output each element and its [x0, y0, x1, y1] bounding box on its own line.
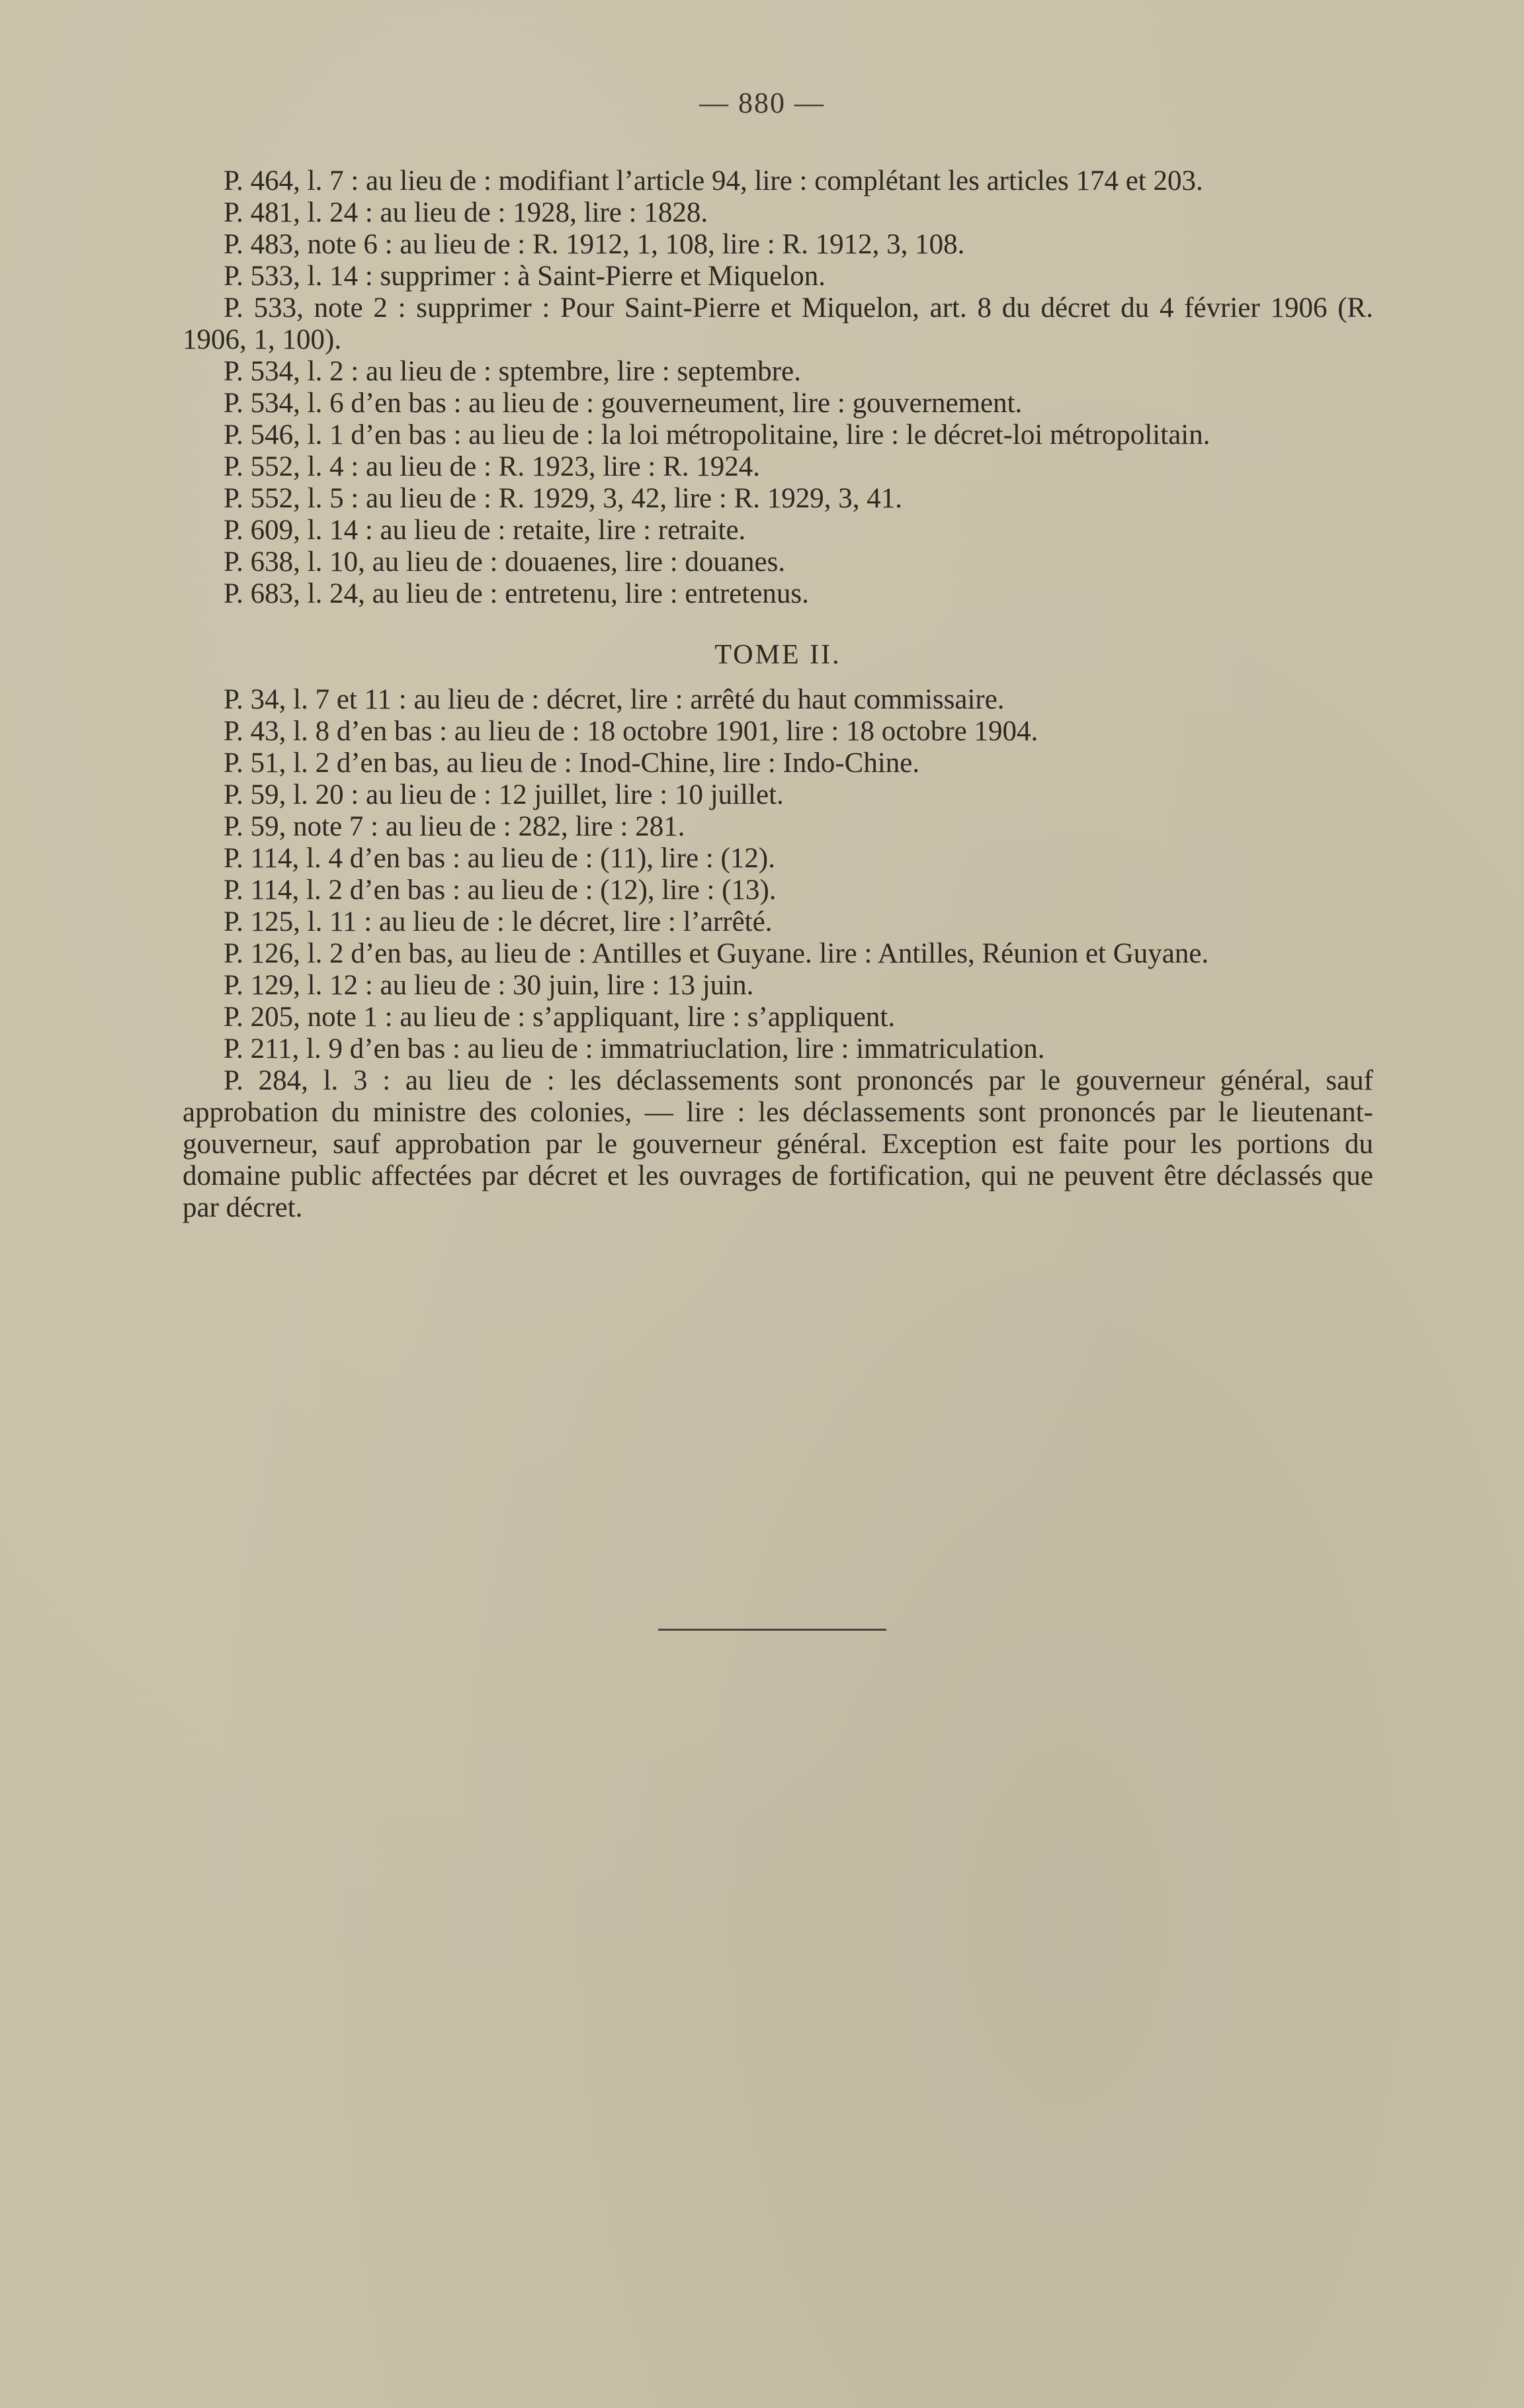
errata-entry: P. 638, l. 10, au lieu de : douaenes, lire : douanes. — [224, 546, 786, 578]
errata-entry: P. 483, note 6 : au lieu de : R. 1912, 1, 108, lire : R. 1912, 3, 108. — [224, 229, 965, 260]
errata-entry: P. 534, l. 6 d’en bas : au lieu de : gouverneument, lire : gouvernement. — [224, 388, 1023, 419]
errata-entry: P. 125, l. 11 : au lieu de : le décret, lire : l’arrêté. — [224, 906, 773, 937]
errata-entry: P. 205, note 1 : au lieu de : s’appliquant, lire : s’appliquent. — [224, 1002, 896, 1033]
errata-entry: P. 34, l. 7 et 11 : au lieu de : décret, lire : arrêté du haut commissaire. — [224, 684, 1005, 715]
errata-list — [183, 165, 1373, 1224]
errata-entry: P. 534, l. 2 : au lieu de : sptembre, lire : septembre. — [224, 356, 801, 387]
page-number: — 880 — — [699, 87, 825, 119]
errata-entry: P. 284, l. 3 : au lieu de : les déclassements sont prononcés par le gouverneur général, sauf approbation du ministre des colonies, — lire : les déclassements sont prononcés par le lieutenant-gouverneur, sauf approbation par le gouverneur général. Exception est faite pour les portions du domaine public affectées par décret et les ouvrages de fortification, qui ne peuvent être déclassés que par décret. — [183, 1065, 1373, 1223]
errata-entry: P. 464, l. 7 : au lieu de : modifiant l’article 94, lire : complétant les articles 174 et 203. — [224, 165, 1203, 196]
errata-entry: P. 51, l. 2 d’en bas, au lieu de : Inod-Chine, lire : Indo-Chine. — [224, 748, 920, 779]
errata-entry: P. 609, l. 14 : au lieu de : retaite, lire : retraite. — [224, 515, 746, 546]
errata-section-tome-2 — [183, 684, 1373, 1224]
errata-entry: P. 114, l. 2 d’en bas : au lieu de : (12), lire : (13). — [224, 875, 777, 906]
errata-entry: P. 552, l. 4 : au lieu de : R. 1923, lire : R. 1924. — [224, 451, 760, 482]
errata-entry: P. 126, l. 2 d’en bas, au lieu de : Antilles et Guyane. lire : Antilles, Réunion et Guyane. — [224, 938, 1209, 969]
errata-entry: P. 533, l. 14 : supprimer : à Saint-Pierre et Miquelon. — [224, 261, 826, 292]
errata-entry: P. 683, l. 24, au lieu de : entretenu, lire : entretenus. — [224, 578, 809, 609]
end-divider-rule — [658, 1629, 886, 1631]
section-heading-tome-2: TOME II. — [714, 640, 841, 670]
errata-entry: P. 552, l. 5 : au lieu de : R. 1929, 3, 42, lire : R. 1929, 3, 41. — [224, 483, 902, 514]
errata-entry: P. 546, l. 1 d’en bas : au lieu de : la loi métropolitaine, lire : le décret-loi métropolitain. — [224, 419, 1210, 451]
errata-section-tome-1 — [183, 165, 1373, 610]
errata-entry: P. 481, l. 24 : au lieu de : 1928, lire : 1828. — [224, 197, 708, 228]
errata-entry: P. 59, note 7 : au lieu de : 282, lire : 281. — [224, 811, 685, 842]
errata-entry: P. 59, l. 20 : au lieu de : 12 juillet, lire : 10 juillet. — [224, 779, 784, 810]
errata-entry: P. 129, l. 12 : au lieu de : 30 juin, lire : 13 juin. — [224, 970, 754, 1001]
errata-entry: P. 43, l. 8 d’en bas : au lieu de : 18 octobre 1901, lire : 18 octobre 1904. — [224, 716, 1038, 747]
errata-entry: P. 533, note 2 : supprimer : Pour Saint-Pierre et Miquelon, art. 8 du décret du 4 février 1906 (R. 1906, 1, 100). — [183, 292, 1373, 355]
errata-entry: P. 211, l. 9 d’en bas : au lieu de : immatriuclation, lire : immatriculation. — [224, 1033, 1045, 1064]
errata-entry: P. 114, l. 4 d’en bas : au lieu de : (11), lire : (12). — [224, 843, 775, 874]
